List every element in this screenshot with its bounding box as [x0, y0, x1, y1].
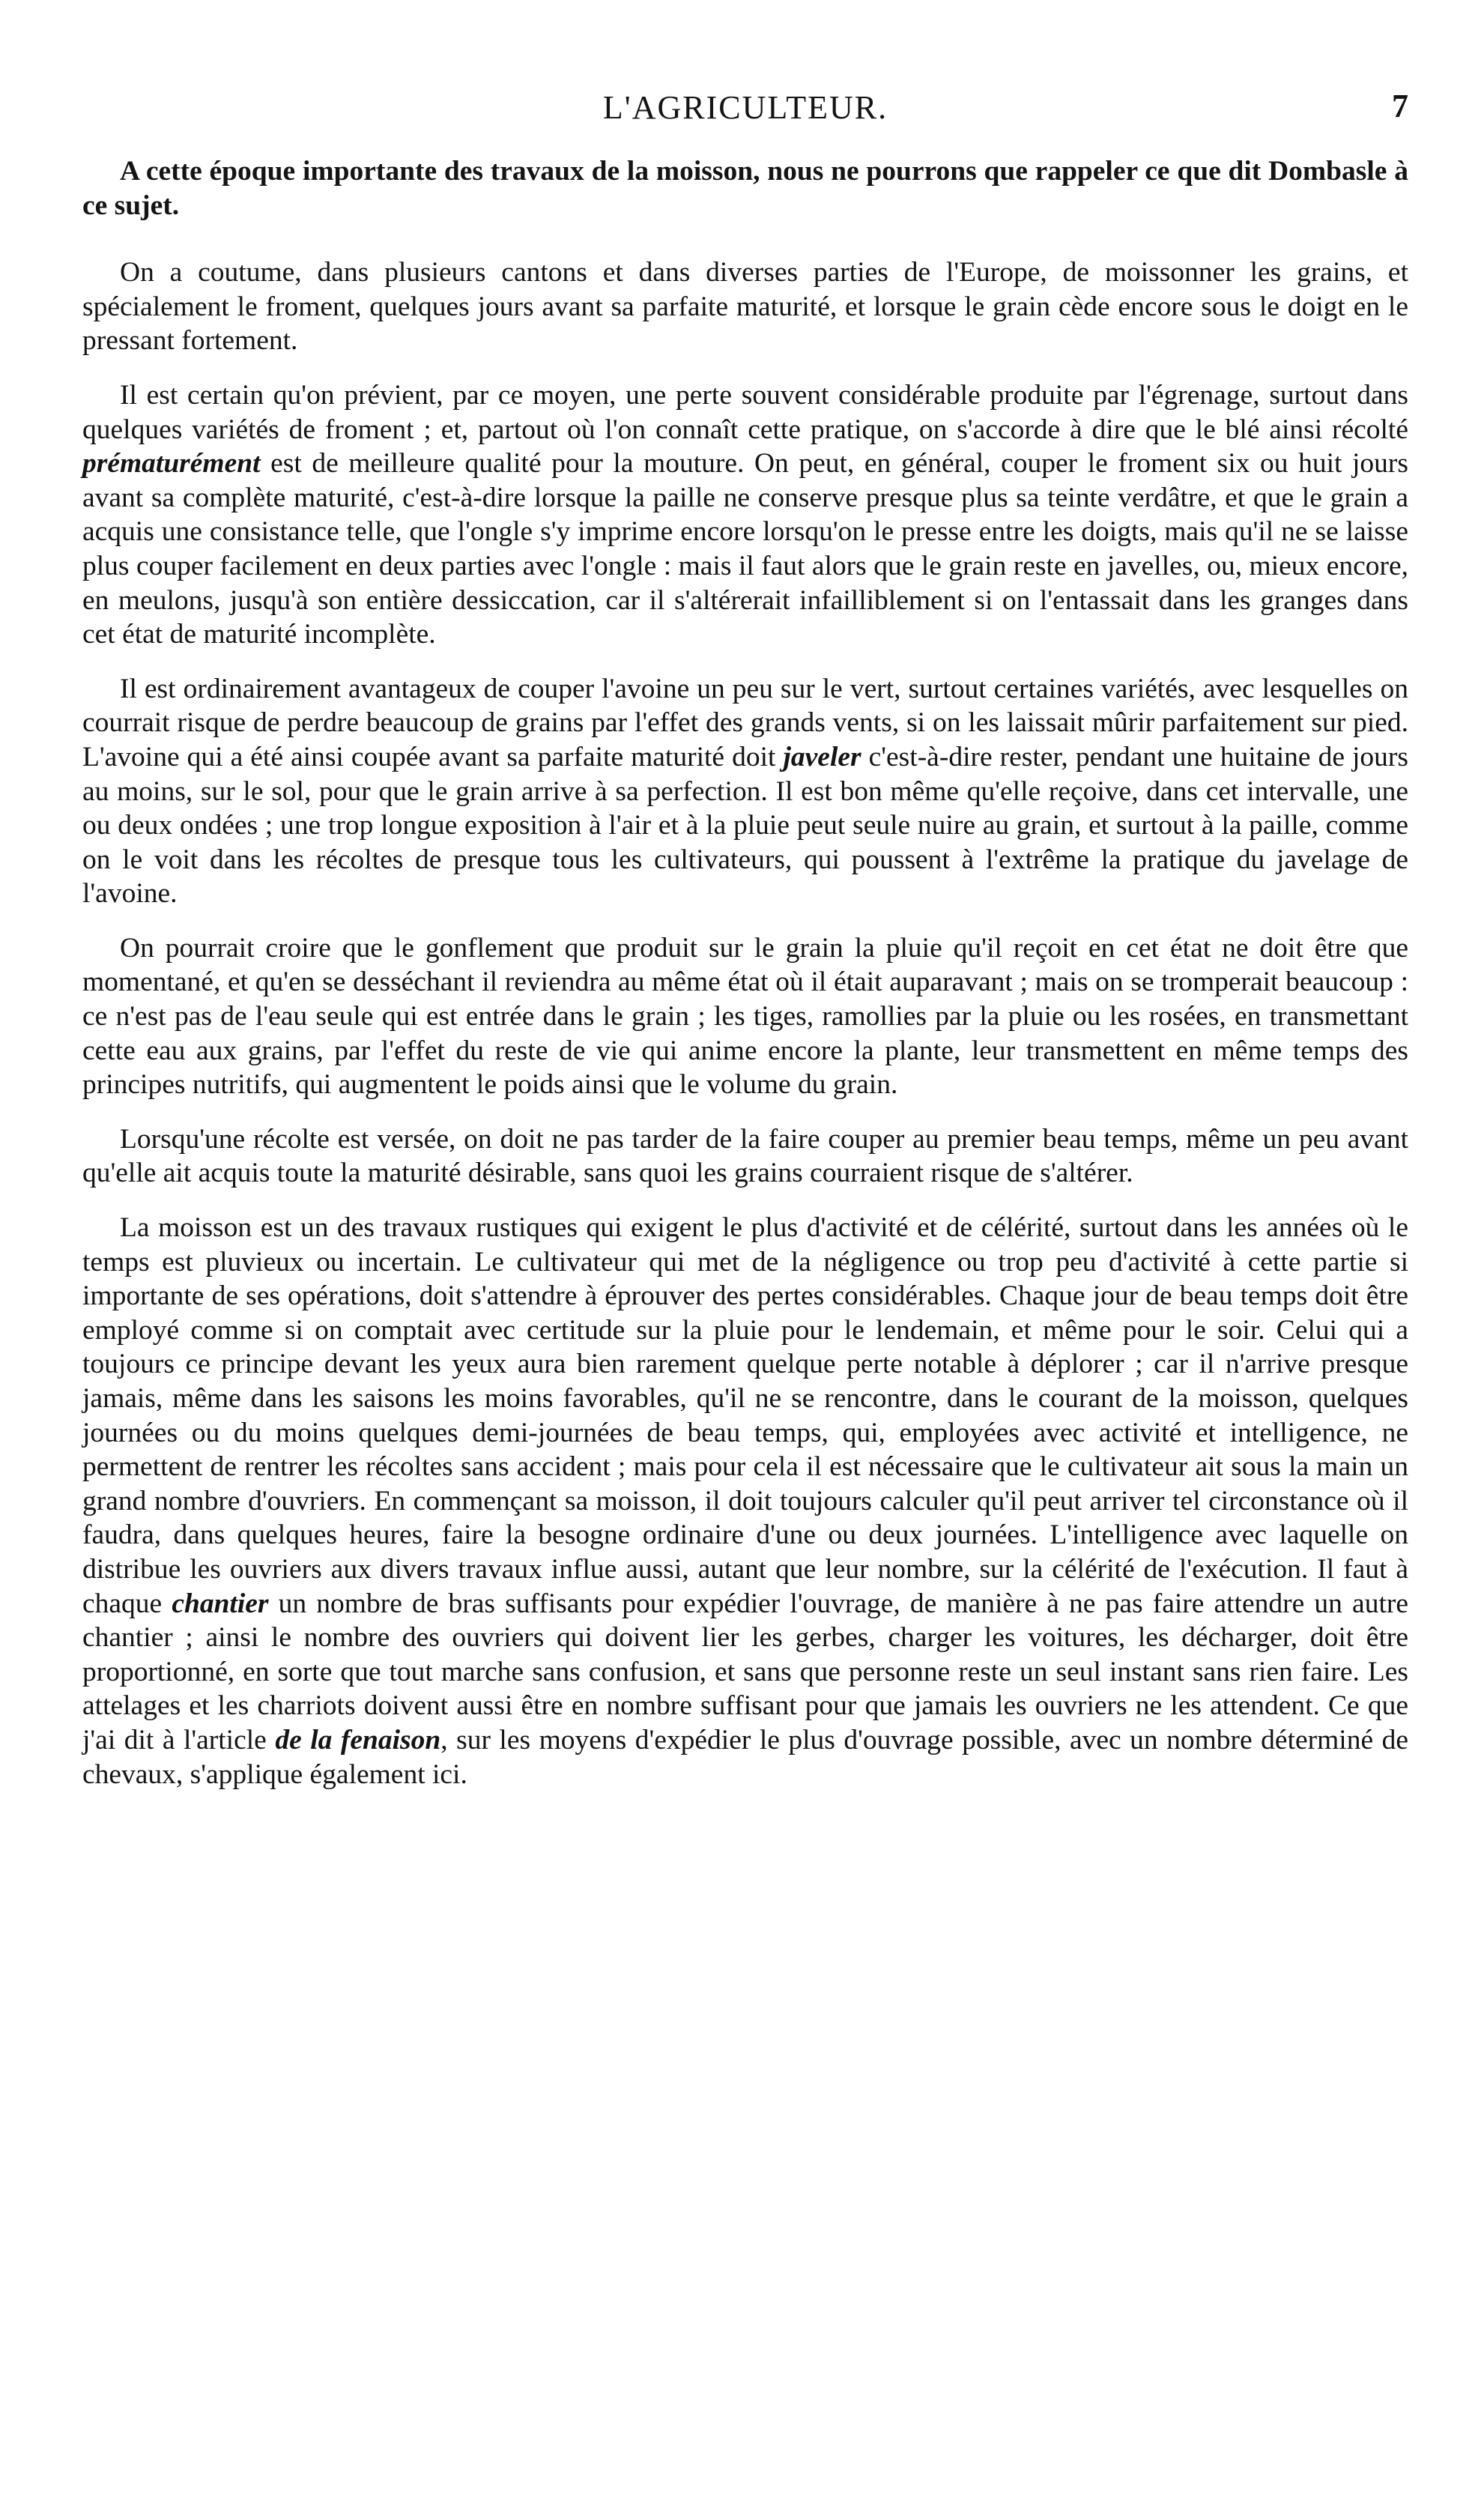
paragraph-text: un nombre de bras suffisants pour expédier l'ouvrage, de manière à ne pas faire attendre un autre chantier ; ainsi le nombre des ouvriers qui doivent lier les gerbes, charger les voitures, les décharger, doit être proportionné, en sorte que tout marche sans confusion, et sans que personne reste un seul instant sans rien faire. Les attelages et les charriots doivent aussi être en nombre suffisant pour que jamais les ouvriers ne les attendent. Ce que j'ai dit à l'article — [82, 1588, 1409, 1756]
paragraph-text: c'est-à-dire rester, pendant une huitaine de jours au moins, sur le sol, pour que le grain arrive à sa perfection. Il est bon même qu'elle reçoive, dans cet intervalle, une ou deux ondées ; une trop longue exposition à l'air et à la pluie peut seule nuire au grain, et surtout à la paille, comme on le voit dans les récoltes de presque tous les cultivateurs, qui poussent à l'extrême la pratique du javelage de l'avoine. — [82, 741, 1408, 910]
italic-term: prématurément — [82, 448, 261, 480]
paragraph-text: est de meilleure qualité pour la mouture. On peut, en général, couper le froment six ou huit jours avant sa complète maturité, c'est-à-dire lorsque la paille ne conserve presque plus sa teinte verdâtre, et que le grain a acquis une consistance telle, que l'ongle s'y imprime encore lorsqu'on le presse entre les doigts, mais qu'il ne se laisse plus couper facilement en deux parties avec l'ongle : mais il faut alors que le grain reste en javelles, ou, mieux encore, en meulons, jusqu'à son entière dessiccation, car il s'altérerait infailliblement si on l'entassait dans les granges dans cet état de maturité incomplète. — [82, 448, 1408, 650]
running-title: L'AGRICULTEUR. — [602, 89, 888, 126]
body-paragraph: On a coutume, dans plusieurs cantons et dans diverses parties de l'Europe, de moissonner les grains, et spécialement le froment, quelques jours avant sa parfaite maturité, et lorsque le grain cède encore sous le doigt en le pressant fortement. — [82, 257, 1408, 357]
intro-paragraph: A cette époque importante des travaux de la moisson, nous ne pourrons que rappeler ce que dit Dombasle à ce sujet. — [82, 156, 1408, 221]
body-paragraph — [82, 1211, 1408, 1791]
book-page — [82, 82, 1408, 1812]
body-paragraph — [82, 672, 1408, 911]
italic-term: de la fenaison — [275, 1724, 441, 1756]
body-paragraph: Lorsqu'une récolte est versée, on doit ne pas tarder de la faire couper au premier beau temps, même un peu avant qu'elle ait acquis toute la maturité désirable, sans quoi les grains courraient risque de s'altérer. — [82, 1123, 1408, 1189]
page-number: 7 — [1392, 88, 1408, 124]
paragraph-text: Il est ordinairement avantageux de couper l'avoine un peu sur le vert, surtout certaines variétés, avec lesquelles on courrait risque de perdre beaucoup de grains par l'effet des grands vents, si on les laissait mûrir parfaitement sur pied. L'avoine qui a été ainsi coupée avant sa parfaite maturité doit — [82, 673, 1408, 772]
paragraph-text: La moisson est un des travaux rustiques qui exigent le plus d'activité et de célérité, surtout dans les années où le temps est pluvieux ou incertain. Le cultivateur qui met de la négligence ou trop peu d'activité à cette partie si importante de ses opérations, doit s'attendre à éprouver des pertes considérables. Chaque jour de beau temps doit être employé comme si on comptait avec certitude sur la pluie pour le lendemain, et même pour le soir. Celui qui a toujours ce principe devant les yeux aura bien rarement quelque perte notable à déplorer ; car il n'arrive presque jamais, même dans les saisons les moins favorables, qu'il ne se rencontre, dans le courant de la moisson, quelques journées ou du moins quelques demi-journées de beau temps, qui, employées avec activité et intelligence, ne permettent de rentrer les récoltes sans accident ; mais pour cela il est nécessaire que le cultivateur ait sous la main un grand nombre d'ouvriers. En commençant sa moisson, il doit toujours calculer qu'il peut arriver tel circonstance où il faudra, dans quelques heures, faire la besogne ordinaire d'une ou deux journées. L'intelligence avec laquelle on distribue les ouvriers aux divers travaux influe aussi, autant que leur nombre, sur la célérité de l'exécution. Il faut à chaque — [82, 1212, 1408, 1619]
page-header — [82, 82, 1408, 142]
italic-term: chantier — [172, 1588, 269, 1619]
italic-term: javeler — [783, 741, 861, 772]
paragraph-text: Il est certain qu'on prévient, par ce moyen, une perte souvent considérable produite par l'égrenage, surtout dans quelques variétés de froment ; et, partout où l'on connaît cette pratique, on s'accorde à dire que le blé ainsi récolté — [82, 379, 1408, 445]
body-paragraph — [82, 378, 1408, 652]
body-paragraph: On pourrait croire que le gonflement que produit sur le grain la pluie qu'il reçoit en cet état ne doit être que momentané, et qu'en se desséchant il reviendra au même état où il était auparavant ; mais on se tromperait beaucoup : ce n'est pas de l'eau seule qui est entrée dans le grain ; les tiges, ramollies par la pluie ou les rosées, en transmettant cette eau aux grains, par l'effet du reste de vie qui anime encore la plante, leur transmettent en même temps des principes nutritifs, qui augmentent le poids ainsi que le volume du grain. — [82, 932, 1408, 1101]
paragraph-text: , sur les moyens d'expédier le plus d'ouvrage possible, avec un nombre déterminé de chevaux, s'applique également ici. — [82, 1724, 1409, 1790]
